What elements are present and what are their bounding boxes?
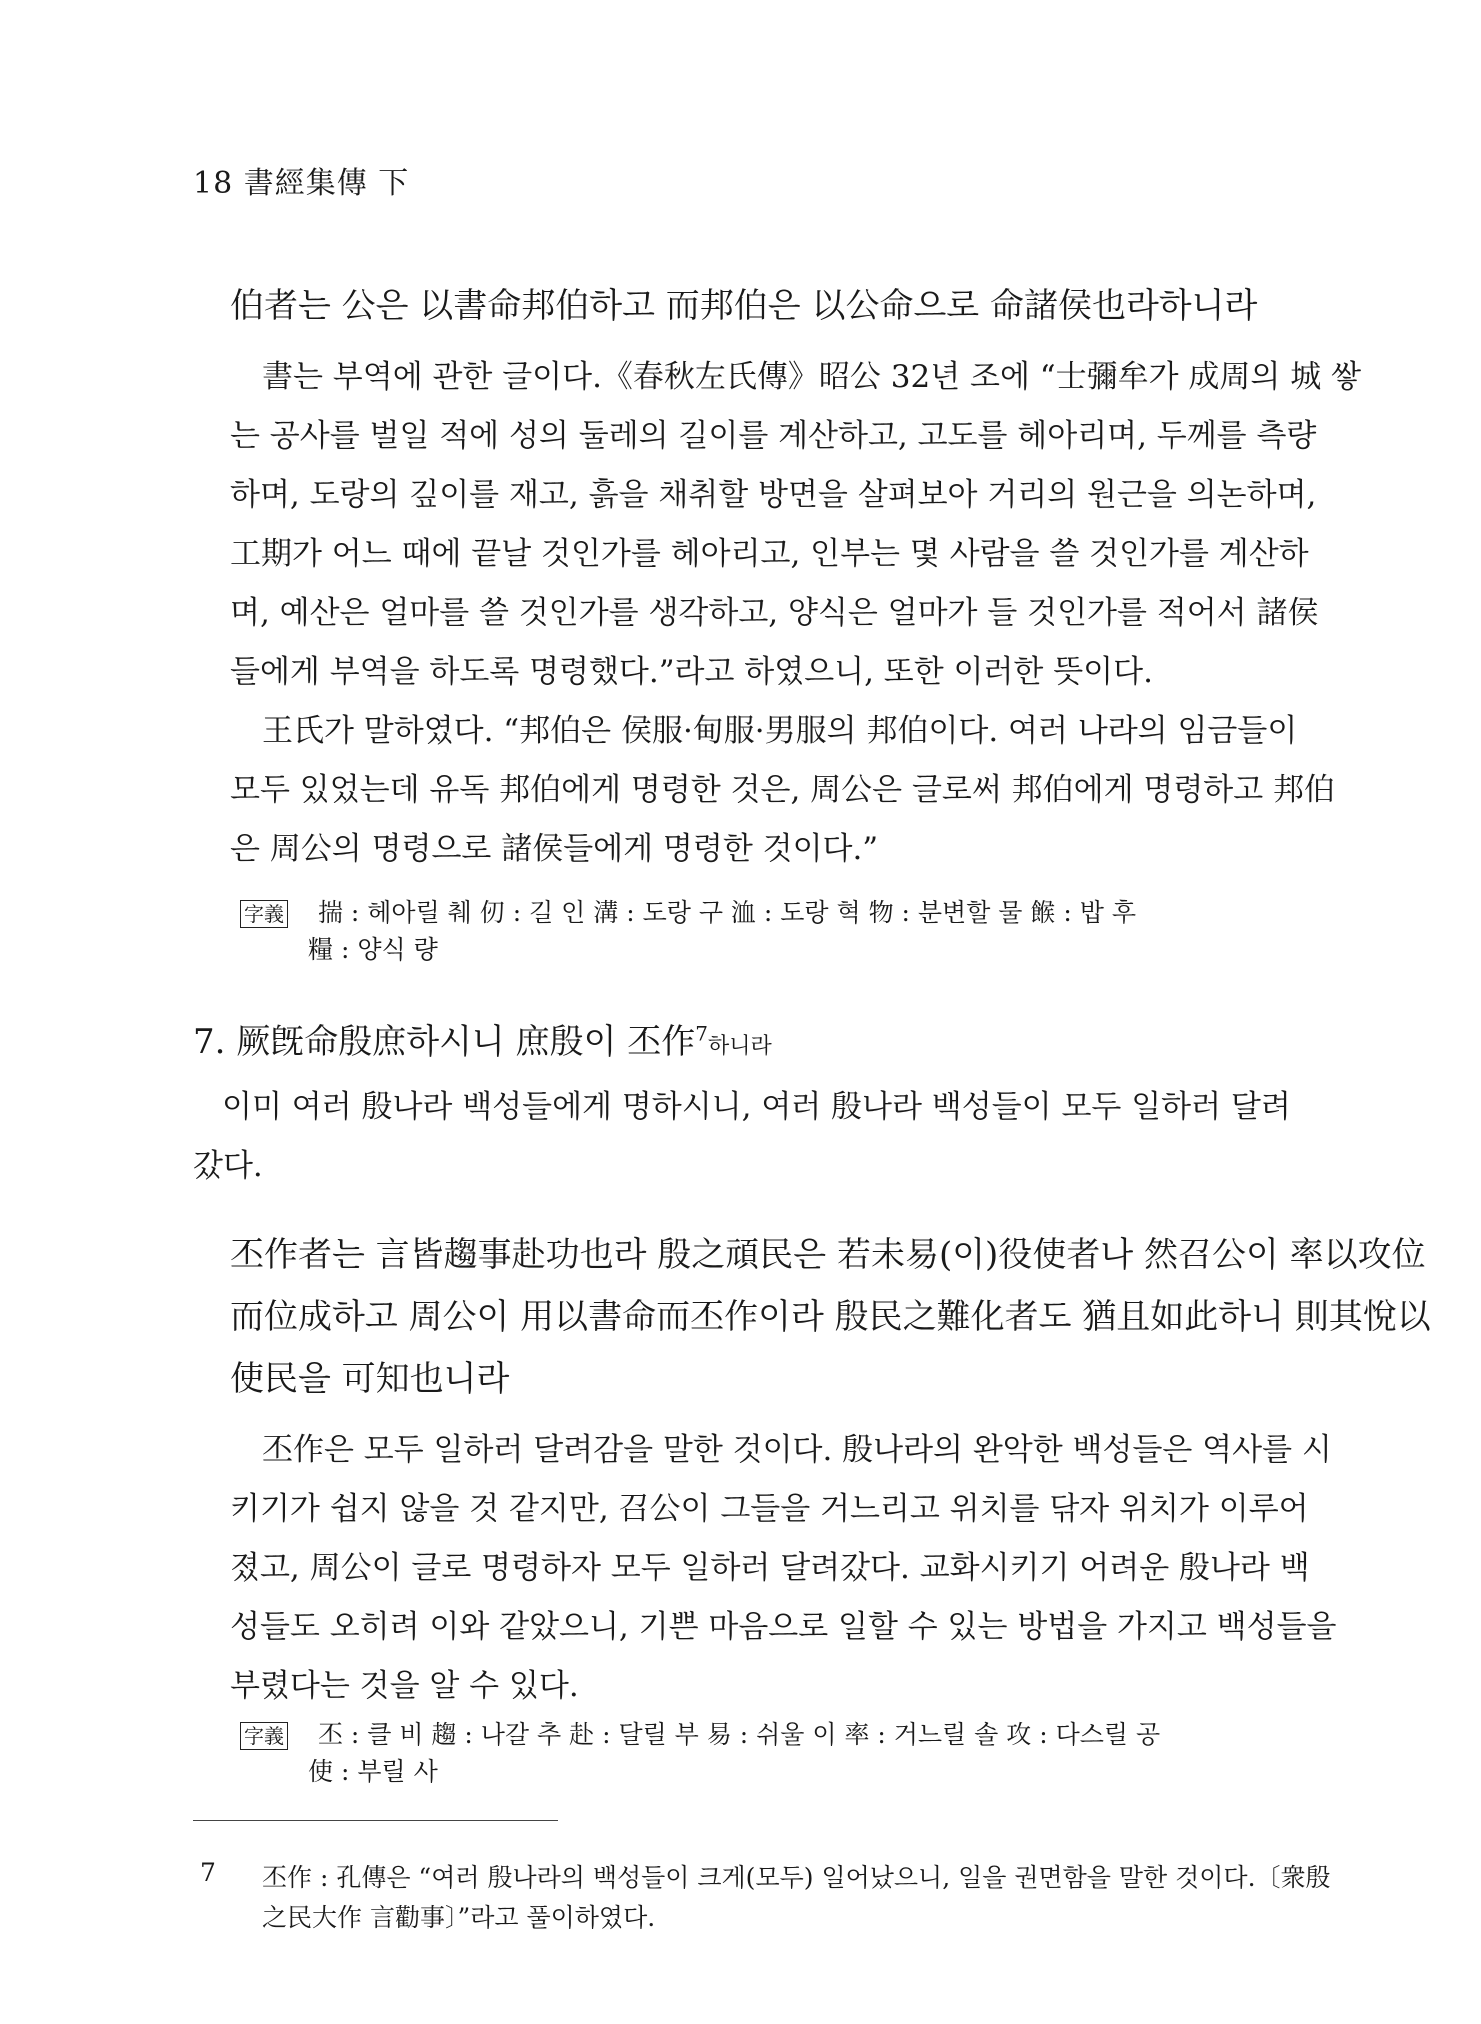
translation-line: 王氏가 말하였다. “邦伯은 侯服·甸服·男服의 邦伯이다. 여러 나라의 임금들이 <box>262 713 1298 749</box>
footnote-marker: 7 <box>695 1021 708 1046</box>
gloss-text: 糧 : 양식 량 <box>308 935 438 964</box>
translation-line: 부렸다는 것을 알 수 있다. <box>230 1668 579 1704</box>
verse-translation-line: 갔다. <box>193 1148 263 1184</box>
verse-translation-line: 이미 여러 殷나라 백성들에게 명하시니, 여러 殷나라 백성들이 모두 일하러 달려 <box>222 1089 1291 1125</box>
gloss-text: 使 : 부릴 사 <box>308 1757 438 1786</box>
verse-heading <box>193 1014 772 1063</box>
commentary-line: 使民을 可知也니라 <box>230 1359 510 1399</box>
commentary-line: 而位成하고 周公이 用以書命而丕作이라 殷民之難化者도 猶且如此하니 則其悅以 <box>230 1297 1431 1337</box>
verse-tail: 하니라 <box>707 1034 772 1059</box>
translation-line: 는 공사를 벌일 적에 성의 둘레의 길이를 계산하고, 고도를 헤아리며, 두께를 측량 <box>230 418 1317 454</box>
translation-line: 키기가 쉽지 않을 것 같지만, 召公이 그들을 거느리고 위치를 닦자 위치가 이루어 <box>230 1491 1309 1527</box>
translation-line: 들에게 부역을 하도록 명령했다.”라고 하였으니, 또한 이러한 뜻이다. <box>230 654 1153 690</box>
gloss-tag: 字義 <box>240 900 288 928</box>
translation-line: 며, 예산은 얼마를 쓸 것인가를 생각하고, 양식은 얼마가 들 것인가를 적어서 諸侯 <box>230 595 1319 631</box>
commentary-line: 伯者는 公은 以書命邦伯하고 而邦伯은 以公命으로 命諸侯也라하니라 <box>230 286 1258 326</box>
footnote-rule <box>193 1820 558 1821</box>
translation-line: 모두 있었는데 유독 邦伯에게 명령한 것은, 周公은 글로써 邦伯에게 명령하고 邦伯 <box>230 772 1336 808</box>
page-header: 18 書經集傳 下 <box>193 166 410 201</box>
verse-text: 7. 厥旣命殷庶하시니 庶殷이 丕作 <box>193 1022 696 1062</box>
translation-line: 丕作은 모두 일하러 달려감을 말한 것이다. 殷나라의 완악한 백성들은 역사를 시 <box>262 1432 1332 1468</box>
translation-line: 성들도 오히려 이와 같았으니, 기쁜 마음으로 일할 수 있는 방법을 가지고 백성들을 <box>230 1609 1337 1645</box>
gloss-row <box>240 893 1136 929</box>
footnote-line: 之民大作 言勸事〕”라고 풀이하였다. <box>262 1903 656 1932</box>
footnote-number: 7 <box>200 1858 216 1887</box>
translation-line: 工期가 어느 때에 끝날 것인가를 헤아리고, 인부는 몇 사람을 쓸 것인가를 계산하 <box>230 536 1309 572</box>
gloss-text: 丕 : 클 비 趨 : 나갈 추 赴 : 달릴 부 易 : 쉬울 이 率 : 거느릴 솔 攻 : 다스릴 공 <box>317 1720 1161 1749</box>
commentary-line: 丕作者는 言皆趨事赴功也라 殷之頑民은 若未易(이)役使者나 然召公이 率以攻位 <box>230 1235 1426 1275</box>
gloss-row <box>240 1715 1160 1751</box>
translation-line: 은 周公의 명령으로 諸侯들에게 명령한 것이다.” <box>230 831 879 867</box>
translation-line: 하며, 도랑의 깊이를 재고, 흙을 채취할 방면을 살펴보아 거리의 원근을 의논하며, <box>230 477 1317 513</box>
gloss-text: 揣 : 헤아릴 췌 仞 : 길 인 溝 : 도랑 구 洫 : 도랑 혁 物 : 분변할 물 餱 : 밥 후 <box>317 898 1136 927</box>
translation-line: 졌고, 周公이 글로 명령하자 모두 일하러 달려갔다. 교화시키기 어려운 殷나라 백 <box>230 1550 1310 1586</box>
gloss-tag: 字義 <box>240 1722 288 1750</box>
translation-line: 書는 부역에 관한 글이다.《春秋左氏傳》昭公 32년 조에 “士彌牟가 成周의 城 쌓 <box>262 359 1362 395</box>
footnote-line: 丕作 : 孔傳은 “여러 殷나라의 백성들이 크게(모두) 일어났으니, 일을 권면함을 말한 것이다.〔衆殷 <box>262 1863 1331 1892</box>
